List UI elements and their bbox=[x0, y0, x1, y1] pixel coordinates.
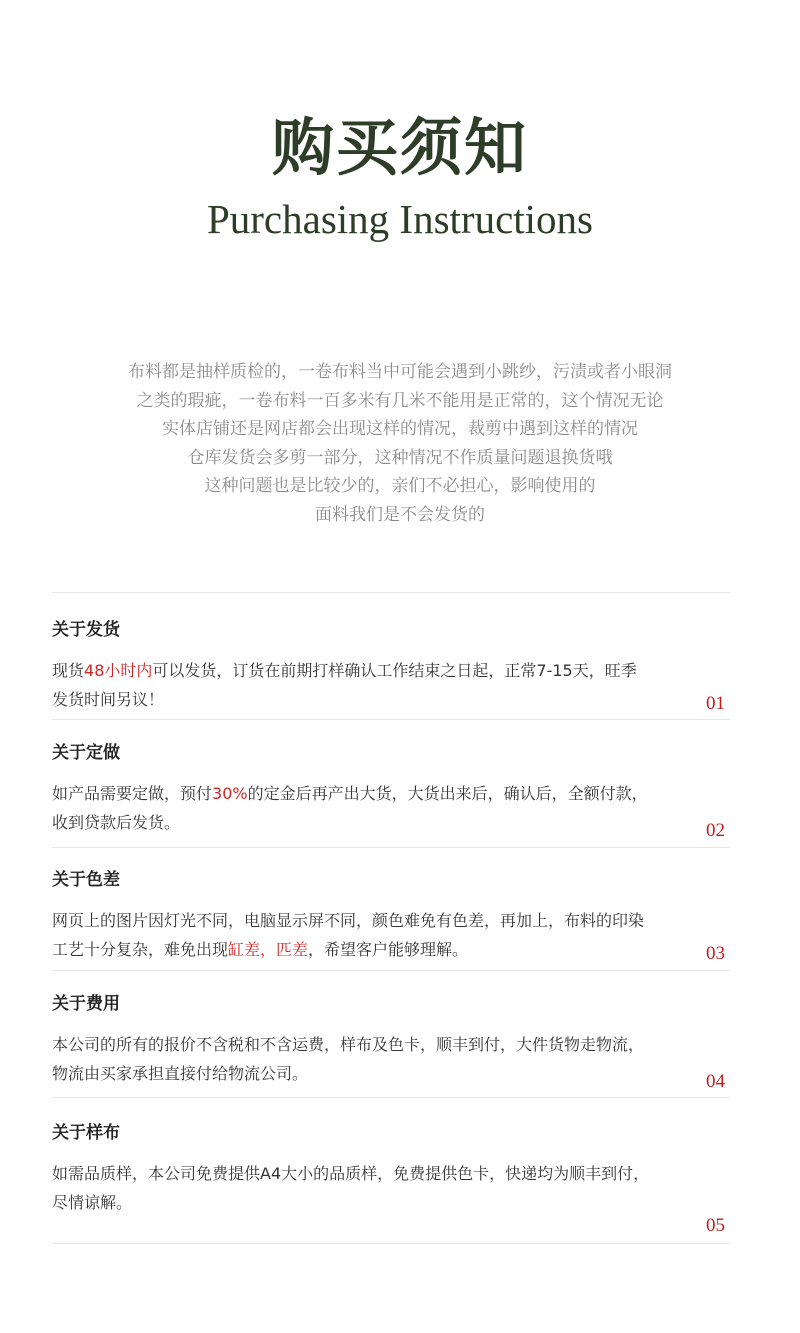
body-text: 如产品需要定做，预付 bbox=[52, 784, 213, 803]
divider bbox=[52, 847, 730, 848]
body-line: 收到贷款后发货。 bbox=[52, 813, 181, 832]
body-text: 工艺十分复杂，难免出现 bbox=[52, 940, 229, 959]
intro-line: 实体店铺还是网店都会出现这样的情况，裁剪中遇到这样的情况 bbox=[162, 419, 638, 439]
section-body bbox=[52, 656, 752, 714]
body-text: 的定金后再产出大货，大货出来后，确认后，全额付款， bbox=[247, 784, 648, 803]
section-body bbox=[52, 906, 752, 964]
body-line: 如需品质样，本公司免费提供A4大小的品质样，免费提供色卡，快递均为顺丰到付， bbox=[52, 1164, 650, 1183]
section-fees bbox=[52, 992, 752, 1088]
section-title: 关于色差 bbox=[52, 870, 120, 890]
intro-line: 之类的瑕疵，一卷布料一百多米有几米不能用是正常的，这个情况无论 bbox=[136, 390, 664, 411]
body-text: ，希望客户能够理解。 bbox=[308, 940, 469, 959]
body-text: 现货 bbox=[52, 661, 85, 680]
body-line: 发货时间另议！ bbox=[52, 690, 165, 709]
highlight-text: 30% bbox=[212, 784, 248, 803]
body-line bbox=[52, 656, 752, 685]
section-number: 05 bbox=[706, 1215, 725, 1236]
divider bbox=[52, 592, 730, 593]
section-number: 04 bbox=[706, 1071, 725, 1092]
section-shipping bbox=[52, 618, 752, 714]
divider bbox=[52, 1243, 730, 1244]
section-number: 03 bbox=[706, 943, 725, 964]
page-title-english: Purchasing Instructions bbox=[206, 196, 594, 242]
section-title: 关于定做 bbox=[52, 743, 120, 763]
body-line: 物流由买家承担直接付给物流公司。 bbox=[52, 1064, 309, 1083]
divider bbox=[52, 1097, 730, 1098]
body-line: 尽情谅解。 bbox=[52, 1193, 133, 1212]
intro-paragraph bbox=[60, 358, 740, 529]
highlight-text: 48小时内 bbox=[84, 661, 153, 680]
body-line: 网页上的图片因灯光不同，电脑显示屏不同，颜色难免有色差，再加上，布料的印染 bbox=[52, 911, 645, 930]
section-body bbox=[52, 1030, 752, 1088]
section-color-difference bbox=[52, 868, 752, 964]
section-number: 02 bbox=[706, 820, 725, 841]
section-title: 关于样布 bbox=[52, 1123, 120, 1143]
highlight-text: 缸差，匹差 bbox=[228, 940, 309, 959]
intro-line: 这种问题也是比较少的，亲们不必担心，影响使用的 bbox=[204, 476, 596, 496]
divider bbox=[52, 970, 730, 971]
page-title-chinese: 购买须知 bbox=[271, 111, 528, 184]
intro-line: 仓库发货会多剪一部分，这种情况不作质量问题退换货哦 bbox=[187, 447, 613, 468]
section-number: 01 bbox=[706, 693, 725, 714]
section-title: 关于费用 bbox=[52, 994, 120, 1014]
section-title: 关于发货 bbox=[52, 620, 120, 640]
section-body bbox=[52, 779, 752, 837]
section-custom-order bbox=[52, 741, 752, 837]
body-line bbox=[52, 779, 752, 808]
divider bbox=[52, 719, 730, 720]
intro-line: 面料我们是不会发货的 bbox=[315, 504, 485, 525]
intro-line: 布料都是抽样质检的，一卷布料当中可能会遇到小跳纱，污渍或者小眼洞 bbox=[128, 362, 672, 382]
body-text: 可以发货，订货在前期打样确认工作结束之日起，正常7-15天，旺季 bbox=[152, 661, 637, 680]
section-samples bbox=[52, 1121, 752, 1217]
section-body bbox=[52, 1159, 752, 1217]
body-line: 本公司的所有的报价不含税和不含运费，样布及色卡，顺丰到付，大件货物走物流， bbox=[52, 1035, 645, 1054]
body-line bbox=[52, 935, 752, 964]
